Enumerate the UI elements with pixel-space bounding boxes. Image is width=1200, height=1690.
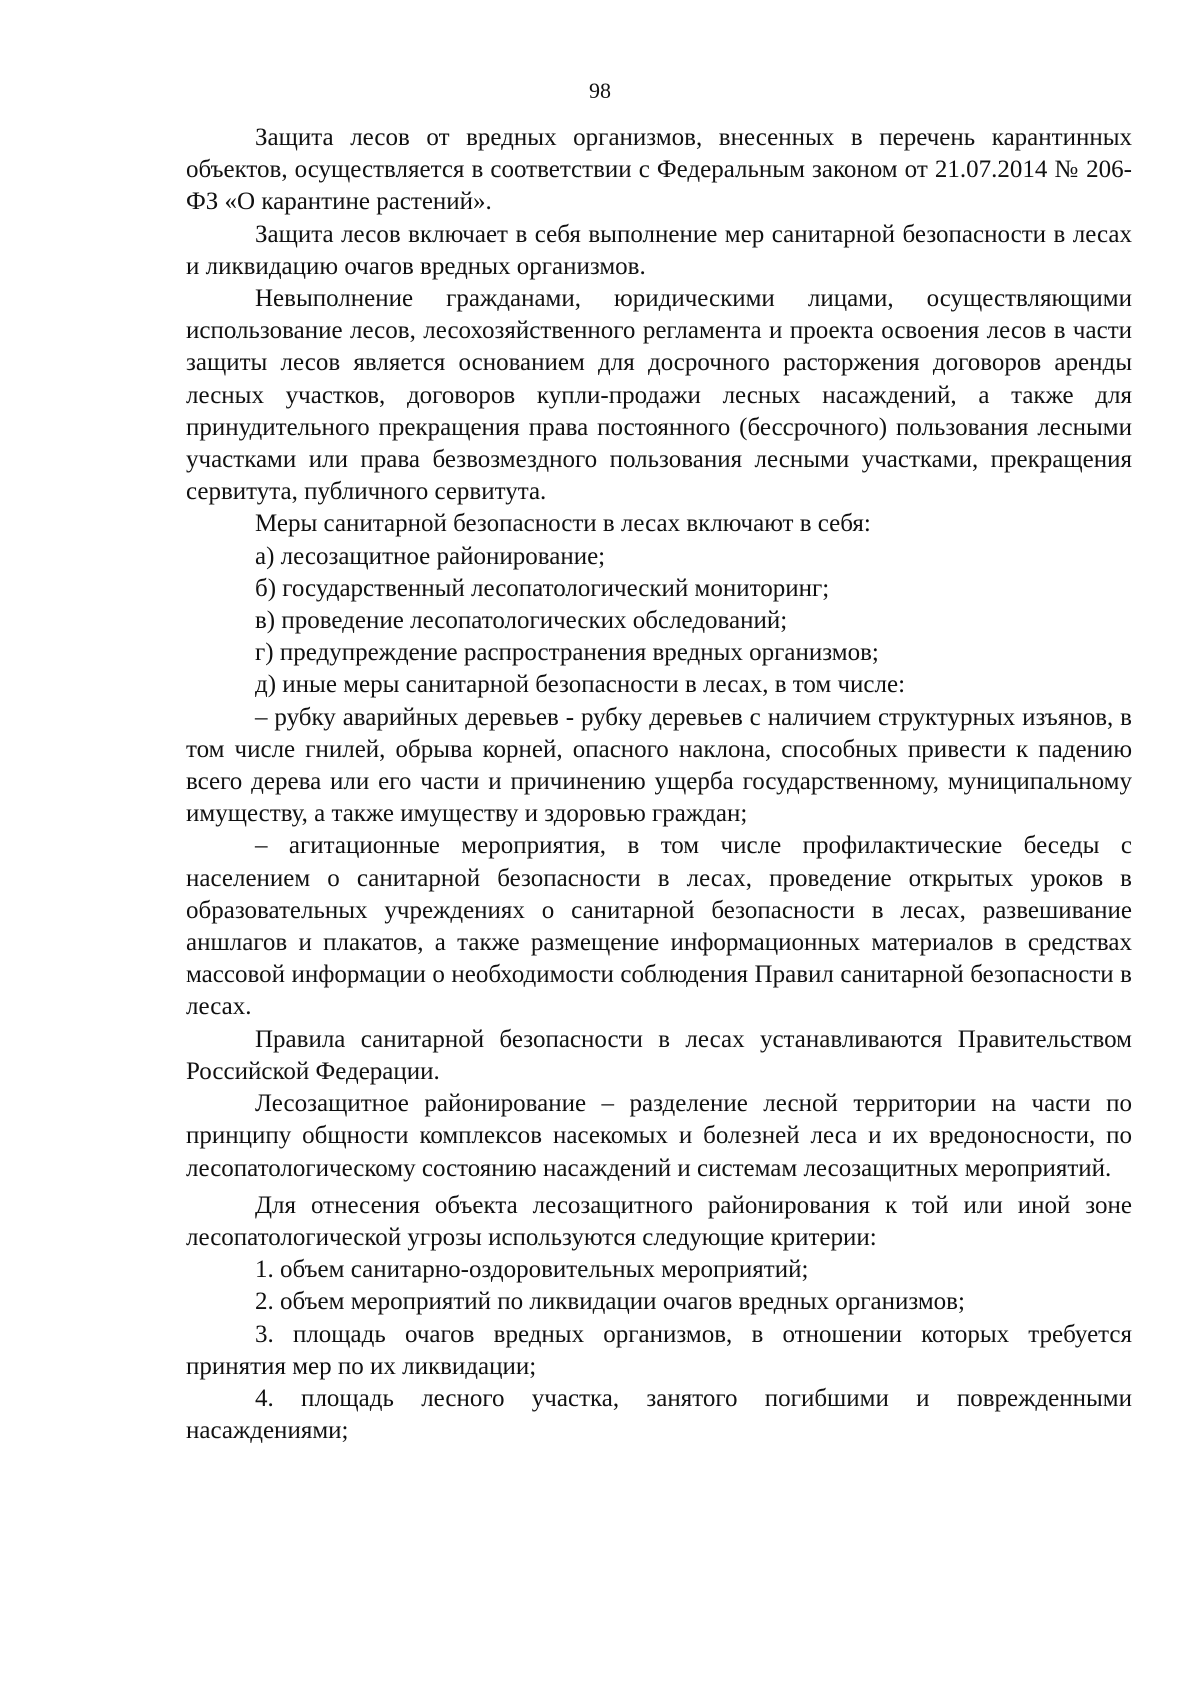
- criterion-2: 2. объем мероприятий по ликвидации очагов вредных организмов;: [255, 1288, 965, 1316]
- list-item-a: а) лесозащитное районирование;: [255, 542, 606, 570]
- list-item-b: б) государственный лесопатологический мониторинг;: [255, 574, 830, 602]
- paragraph-protection-scope: Защита лесов включает в себя выполнение мер санитарной безопасности в лесах и ликвидацию очагов вредных организмов.: [186, 220, 1132, 280]
- document-body: [186, 122, 1132, 1447]
- criterion-1: 1. объем санитарно-оздоровительных мероприятий;: [255, 1256, 809, 1284]
- paragraph-rules-government: Правила санитарной безопасности в лесах устанавливаются Правительством Российской Федерации.: [186, 1025, 1132, 1085]
- page-number: 98: [589, 78, 611, 103]
- list-item-c: в) проведение лесопатологических обследований;: [255, 607, 788, 635]
- paragraph-noncompliance: Невыполнение гражданами, юридическими лицами, осуществляющими использование лесов, лесохозяйственного регламента и проекта освоения лесов в части защиты лесов является основанием для досрочного расторжения договоров аренды лесных участков, договоров купли-продажи лесных насаждений, а также для принудительного прекращения права постоянного (бессрочного) пользования лесными участками или права безвозмездного пользования лесными участками, прекращения сервитута, публичного сервитута.: [186, 285, 1132, 506]
- paragraph-criteria-intro: Для отнесения объекта лесозащитного районирования к той или иной зоне лесопатологической угрозы используются следующие критерии:: [186, 1191, 1132, 1251]
- dash-item-emergency-felling: – рубку аварийных деревьев - рубку деревьев с наличием структурных изъянов, в том числе гнилей, обрыва корней, опасного наклона, способных привести к падению всего дерева или его части и причинению ущерба государственному, муниципальному имуществу, а также имуществу и здоровью граждан;: [186, 703, 1132, 828]
- list-item-d: г) предупреждение распространения вредных организмов;: [255, 639, 879, 667]
- dash-item-campaign: – агитационные мероприятия, в том числе профилактические беседы с населением о санитарной безопасности в лесах, проведение открытых уроков в образовательных учреждениях о санитарной безопасности в лесах, развешивание аншлагов и плакатов, а также размещение информационных материалов в средствах массовой информации о необходимости соблюдения Правил санитарной безопасности в лесах.: [186, 832, 1132, 1021]
- paragraph-quarantine: Защита лесов от вредных организмов, внесенных в перечень карантинных объектов, осуществляется в соответствии с Федеральным законом от 21.07.2014 № 206-ФЗ «О карантине растений».: [186, 124, 1132, 216]
- paragraph-zoning-definition: Лесозащитное районирование – разделение лесной территории на части по принципу общности комплексов насекомых и болезней леса и их вредоносности, по лесопатологическому состоянию насаждений и системам лесозащитных мероприятий.: [186, 1090, 1132, 1182]
- list-item-e: д) иные меры санитарной безопасности в лесах, в том числе:: [255, 671, 906, 699]
- criterion-4: 4. площадь лесного участка, занятого погибшими и поврежденными насаждениями;: [186, 1384, 1132, 1445]
- paragraph-measures-intro: Меры санитарной безопасности в лесах включают в себя:: [255, 510, 871, 538]
- criterion-3: 3. площадь очагов вредных организмов, в отношении которых требуется принятия мер по их ликвидации;: [186, 1320, 1132, 1380]
